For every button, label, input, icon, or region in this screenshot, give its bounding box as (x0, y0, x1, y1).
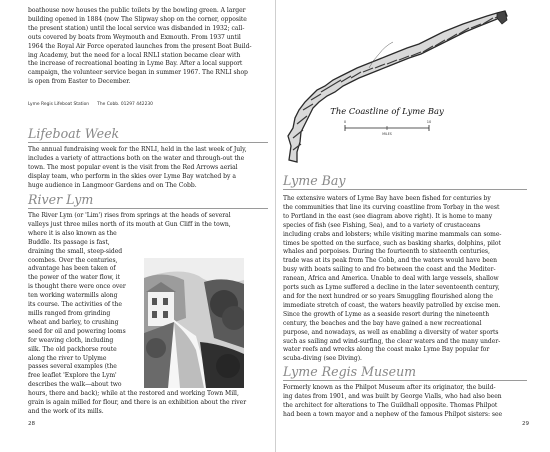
text-line: The extensive waters of Lyme Bay have been fished for centuries by (283, 195, 491, 202)
text-line: times be spotted on the surface, such as basking sharks, dolphins, pilot (283, 239, 501, 247)
text-line: free leaflet 'Explore the Lym' (28, 372, 117, 380)
text-line: the present station) until the local service was disbanded in 1932; call- (28, 24, 245, 32)
text-line: and the work of its mills. (28, 407, 104, 415)
photo-illustration (144, 258, 244, 388)
page-number-right: 29 (522, 421, 530, 427)
text-line: whales and porpoises. During the fourteenth to sixteenth centuries, (283, 248, 490, 256)
caption-detail: The Cobb. 01297 442230 (97, 102, 153, 107)
text-line: Formerly known as the Philpot Museum after its originator, the build- (283, 384, 496, 391)
lyme-bay-coastline-map (283, 10, 508, 165)
text-line: Buddle. Its passage is fast, (28, 238, 110, 246)
text-line: silk. The old packhorse route (28, 345, 117, 353)
heading-lifeboat-week (28, 127, 119, 141)
river-lym-photo (144, 258, 244, 388)
text-line: water reefs and wrecks along the coast make Lyme Bay popular for (283, 346, 490, 354)
heading-text: River Lym (28, 192, 94, 207)
text-line: draining the small, steep-sided (28, 247, 123, 255)
heading-rule (28, 142, 268, 143)
museum-paragraph (283, 384, 529, 420)
text-line: to Portland in the east (see diagram above right). It is home to many (283, 212, 493, 220)
text-line: outs covered by boats from Weymouth and Exmouth. From 1937 until (28, 33, 241, 41)
text-line: seed for oil and powering looms (28, 327, 126, 335)
text-line: for weaving cloth, including (28, 336, 114, 344)
text-line: busy with boats sailing to and fro between the coast and the Mediter- (283, 266, 496, 274)
text-line: describes the walk—about two (28, 381, 122, 389)
text-line: town. The most popular event is the visit from the Red Arrows aerial (28, 163, 238, 171)
text-line: building opened in 1884 (now The Slipway shop on the corner, opposite (28, 15, 247, 23)
heading-rule (283, 380, 527, 381)
text-line: such as sailing and wind-surfing, the clear waters and the many under- (283, 337, 501, 345)
map-scale-bar (344, 120, 432, 136)
heading-rule (283, 189, 527, 190)
lifeboat-caption (28, 97, 268, 107)
text-line: ing Academy, but the need for a local RNLI station became clear with (28, 51, 241, 59)
text-line: species of fish (see Fishing, Sea), and to a variety of crustaceans (283, 221, 481, 229)
lyme-bay-paragraph (283, 195, 529, 364)
heading-river-lym (28, 193, 93, 207)
text-line: mills ranged from grinding (28, 309, 111, 317)
text-line: ing dates from 1901, and was built by George Vialls, who had also been (283, 392, 502, 400)
map-title: The Coastline of Lyme Bay (330, 106, 444, 116)
text-line: advantage has been taken of (28, 265, 116, 273)
coastline-hatching (293, 14, 503, 150)
text-line: trade was at its peak from The Cobb, and the waters would have been (283, 257, 498, 265)
text-line: is thought there were once over (28, 283, 126, 291)
text-line: the architect for alterations to The Guildhall opposite. Thomas Philpot (283, 401, 498, 409)
text-line: 1964 the Royal Air Force operated launches from the present Boat Build- (28, 42, 252, 50)
text-line: grain is again milled for flour, and there is an exhibition about the river (28, 399, 247, 407)
text-line: passes several examples (the (28, 363, 117, 371)
text-line: ports such as Lyme suffered a decline in the later seventeenth century, (283, 284, 500, 292)
text-line: campaign, the volunteer service began in summer 1967. The RNLI shop (28, 69, 248, 77)
portland-headland (497, 11, 507, 24)
page-number-left: 28 (28, 421, 36, 427)
text-line: hours, there and back); while at the restored and working Town Mill, (28, 390, 239, 398)
text-line: display team, who perform in the skies over Lyme Bay watched by a (28, 172, 236, 180)
heading-lyme-regis-museum (283, 365, 416, 379)
text-line: its course. The activities of the (28, 301, 122, 309)
text-line: immediate stretch of coast, the waters heavily patrolled by excise men. (283, 301, 501, 309)
text-line: huge audience in Langmoor Gardens and on The Cobb. (28, 181, 197, 189)
text-line: along the river to Uplyme (28, 354, 107, 362)
text-line: the increase of recreational boating in Lyme Bay. After a local support (28, 60, 243, 68)
text-line: includes a variety of attractions both on the water and through-out the (28, 154, 245, 162)
text-line: the power of the water flow, it (28, 274, 120, 282)
caption-title: Lyme Regis Lifeboat Station (28, 102, 90, 107)
text-line: including crabs and lobsters; while visiting marine mammals can some- (283, 230, 502, 238)
lifeboat-week-paragraph (28, 146, 268, 191)
heading-rule (28, 208, 268, 209)
scale-label: MILES (382, 132, 392, 136)
text-line: wheat and barley, to crushing (28, 318, 119, 326)
text-line: where it is also known as the (28, 229, 117, 237)
scale-tick-10: 10 (426, 120, 432, 124)
text-line: had been a town mayor and a nephew of the famous Philpot sisters: see (283, 410, 503, 418)
heading-lyme-bay (283, 174, 346, 188)
text-line: boathouse now houses the public toilets by the bowling green. A larger (28, 7, 246, 14)
text-line: and for the next hundred or so years Smuggling flourished along the (283, 292, 493, 300)
text-line: ten working watermills along (28, 292, 118, 300)
text-line: the communities that line its curving coastline from Torbay in the west (283, 203, 500, 211)
text-line: The River Lym (or 'Lim') rises from springs at the heads of several (28, 212, 231, 219)
right-page (276, 0, 550, 452)
text-line: is open from Easter to December. (28, 78, 131, 86)
heading-text: Lyme Regis Museum (283, 364, 417, 379)
coastline-shape (288, 11, 507, 162)
text-line: valleys just three miles north of its mouth at Gun Cliff in the town, (28, 220, 231, 228)
text-line: scuba-diving (see Diving). (283, 355, 362, 363)
heading-text: Lifeboat Week (28, 126, 120, 141)
river-narrow-column (28, 230, 140, 390)
text-line: coombes. Over the centuries, (28, 256, 118, 264)
text-line: century, the beaches and the bay have gained a new recreational (283, 319, 482, 327)
text-line: Since the growth of Lyme as a seaside resort during the nineteenth (283, 310, 490, 318)
intro-paragraph (28, 7, 268, 87)
text-line: ranean, Africa and America. Unable to deal with large vessels, shallow (283, 275, 499, 283)
text-line: The annual fundraising week for the RNLI, held in the last week of July, (28, 146, 247, 153)
heading-text: Lyme Bay (283, 173, 346, 188)
scale-tick-0: 0 (343, 120, 347, 124)
text-line: purpose, and nowadays, as well as enabling a diversity of water sports (283, 328, 499, 336)
